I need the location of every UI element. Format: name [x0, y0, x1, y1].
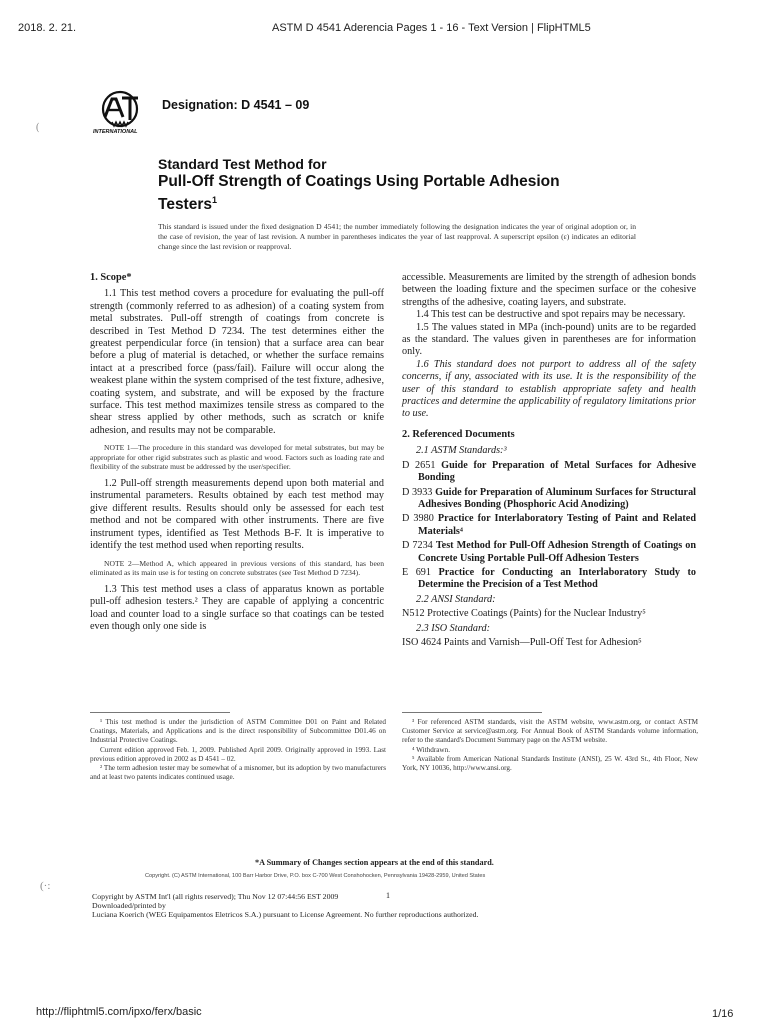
right-column	[402, 272, 696, 649]
ref-code: D 7234	[402, 540, 433, 552]
scan-mark: (	[36, 122, 40, 133]
download-line-2: Downloaded/printed by	[92, 900, 166, 910]
document-title	[158, 156, 560, 214]
para-1-3: 1.3 This test method uses a class of apparatus known as portable pull-off adhesion testers.² They are capable of applying a concentric load and counter load to a single surface so that coatings can be tested even though only one side is	[90, 583, 384, 632]
para-1-2: 1.2 Pull-off strength measurements depend upon both material and instrumental parameters. Results obtained by each test method may give different results. Results should only be assessed for each test method and not be compared with other instruments. There are five instrument types, identified as Test Methods B-F. It is imperative to identify the test method used when reporting results.	[90, 478, 384, 552]
astm-standards-subhead: 2.1 ASTM Standards:³	[416, 445, 507, 457]
download-line-1: Copyright by ASTM Int'l (all rights reserved); Thu Nov 12 07:44:56 EST 2009	[92, 892, 339, 901]
designation: Designation: D 4541 – 09	[162, 98, 310, 112]
note-2: NOTE 2—Method A, which appeared in previous versions of this standard, has been eliminated as its main use is for testing on concrete substrates (see Test Method D 7234).	[90, 558, 384, 578]
print-url[interactable]: http://fliphtml5.com/ipxo/ferx/basic	[36, 1006, 202, 1018]
summary-of-changes-note: *A Summary of Changes section appears at the end of this standard.	[255, 858, 494, 867]
ansi-standard-subhead: 2.2 ANSI Standard:	[416, 593, 496, 605]
print-date: 2018. 2. 21.	[18, 22, 77, 34]
ref-title: Practice for Conducting an Interlaboratory Study to Determine the Precision of a Test Method	[418, 566, 696, 591]
footnotes-right	[402, 718, 698, 773]
ref-title: Test Method for Pull-Off Adhesion Strength of Coatings on Concrete Using Portable Pull-Off Adhesion Testers	[418, 540, 697, 564]
ref-e691	[402, 567, 696, 592]
print-page-count: 1/16	[712, 1008, 734, 1020]
ref-title: Practice for Interlaboratory Testing of Paint and Related Materials⁴	[418, 513, 696, 537]
copyright-line: Copyright. (C) ASTM International, 100 Barr Harbor Drive, P.O. box C-700 West Conshohocken, Pennsylvania 19428-2959, United States	[145, 873, 486, 879]
para-1-4: 1.4 This test can be destructive and spot repairs may be necessary.	[416, 309, 686, 321]
note-1: NOTE 1—The procedure in this standard was developed for metal substrates, but may be appropriate for other rigid substrates such as plastic and wood. Factors such as loading rate and flexibility of the substrate must be addressed by the user/specifier.	[90, 443, 384, 472]
ref-iso4624: ISO 4624 Paints and Varnish—Pull-Off Test for Adhesion⁵	[402, 636, 642, 648]
download-notice	[92, 893, 478, 919]
ref-code: D 2651	[402, 459, 436, 471]
footnote-rule-left	[90, 712, 230, 713]
ref-code: D 3980	[402, 513, 434, 525]
scan-mark: (·:	[40, 880, 51, 892]
footnote-3: ³ For referenced ASTM standards, visit the ASTM website, www.astm.org, or contact ASTM Customer Service at service@astm.org. For Annual Book of ASTM Standards volume information, refer to the standard's Document Summary page on the ASTM website.	[402, 718, 698, 745]
footnote-1: ¹ This test method is under the jurisdiction of ASTM Committee D01 on Paint and Related Coatings, Materials, and Applications and is the direct responsibility of Subcommittee D01.46 on Industrial Protective Coatings.	[90, 718, 386, 745]
footnotes-left	[90, 718, 386, 782]
logo-caption: INTERNATIONAL	[93, 129, 138, 135]
title-footnote-mark: 1	[212, 195, 218, 205]
left-column	[90, 272, 384, 633]
page-number: 1	[386, 891, 390, 900]
issuance-statement: This standard is issued under the fixed designation D 4541; the number immediately following the designation indicates the year of original adoption or, in the case of revision, the year of last revision. A number in parentheses indicates the year of last reapproval. A superscript epsilon (ε) indicates an editorial change since the last revision or reapproval.	[158, 222, 636, 251]
ref-title: Guide for Preparation of Metal Surfaces for Adhesive Bonding	[418, 459, 697, 484]
para-1-1: 1.1 This test method covers a procedure for evaluating the pull-off strength (commonly referred to as adhesion) of a coating system from metal substrates. Pull-off strength of coatings from concrete is described in Test Method D 7234. The test determines either the greatest perpendicular force (in tension) that a surface area can bear before a plug of material is detached, or whether the surface remains intact at a prescribed force (pass/fail). Failure will occur along the weakest plane within the system comprised of the test fixture, adhesive, coating system, and substrate, and will be exposed by the fracture surface. This test method maximizes tensile stress as compared to the shear stress applied by other methods, such as scratch or knife adhesion, and results may not be comparable.	[90, 288, 384, 436]
footnote-5: ⁵ Available from American National Standards Institute (ANSI), 25 W. 43rd St., 4th Floor, New York, NY 10036, http://www.ansi.org.	[402, 754, 698, 773]
ref-code: D 3933	[402, 486, 433, 498]
para-1-6: 1.6 This standard does not purport to address all of the safety concerns, if any, associated with its use. It is the responsibility of the user of this standard to establish appropriate safety and health practices and determine the applicability of regulatory limitations prior to use.	[402, 358, 696, 420]
footnote-4: ⁴ Withdrawn.	[412, 745, 451, 754]
footnote-1-dates: Current edition approved Feb. 1, 2009. Published April 2009. Originally approved in 1993. Last previous edition approved in 2002 as D 4541 – 02.	[90, 745, 386, 763]
print-page-title: ASTM D 4541 Aderencia Pages 1 - 16 - Text Version | FlipHTML5	[272, 22, 591, 34]
ref-d2651	[402, 460, 696, 485]
para-1-5: 1.5 The values stated in MPa (inch-pound) units are to be regarded as the standard. The values given in parentheses are for information only.	[402, 321, 696, 358]
title-line-1: Standard Test Method for	[158, 156, 327, 172]
download-line-3: Luciana Koerich (WEG Equipamentos Eletricos S.A.) pursuant to License Agreement. No further reproductions authorized.	[92, 909, 479, 919]
title-line-3: Testers	[158, 196, 212, 214]
para-1-3-cont: accessible. Measurements are limited by the strength of adhesion bonds between the loading fixture and the specimen surface or the cohesive strengths of the adhesive, coating layers, and substrate.	[402, 272, 696, 308]
iso-standard-subhead: 2.3 ISO Standard:	[416, 622, 491, 634]
ref-n512: N512 Protective Coatings (Paints) for the Nuclear Industry⁵	[402, 608, 646, 620]
footnote-rule-right	[402, 712, 542, 713]
title-line-2: Pull-Off Strength of Coatings Using Portable Adhesion	[158, 173, 560, 190]
ref-code: E 691	[402, 566, 431, 578]
section-1-heading: 1. Scope*	[90, 272, 132, 283]
ref-d3980	[402, 513, 696, 538]
footnote-2: ² The term adhesion tester may be somewhat of a misnomer, but its adoption by two manufacturers and at least two patents indicates continued usage.	[90, 764, 386, 782]
ref-d3933	[402, 487, 696, 512]
ref-d7234	[402, 540, 696, 565]
section-2-heading: 2. Referenced Documents	[402, 428, 515, 440]
ref-title: Guide for Preparation of Aluminum Surfaces for Structural Adhesives Bonding (Phosphoric Acid Anodizing)	[418, 486, 696, 510]
